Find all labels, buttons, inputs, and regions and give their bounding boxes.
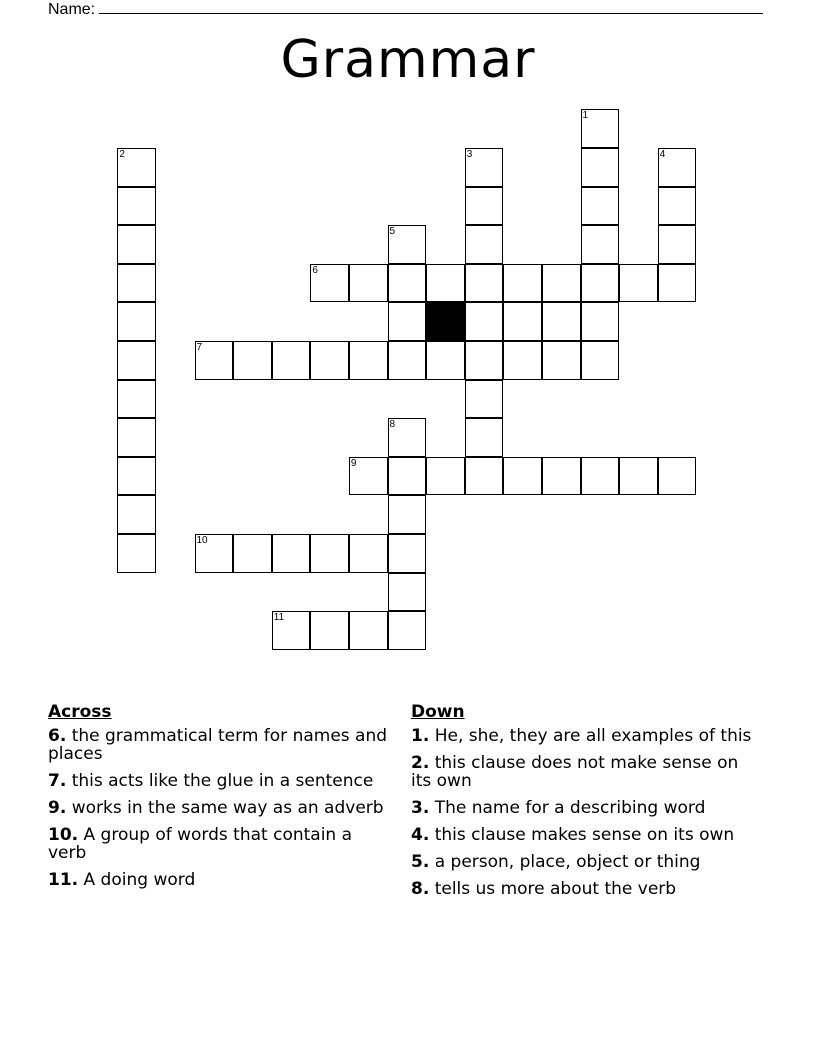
- crossword-cell[interactable]: [503, 302, 542, 341]
- down-clues: [411, 703, 756, 907]
- page-title: Grammar: [280, 30, 536, 90]
- clue-number: 5: [389, 226, 396, 238]
- crossword-cell[interactable]: [310, 534, 349, 573]
- crossword-cell[interactable]: [117, 187, 156, 226]
- clue-text: A doing word: [78, 870, 196, 890]
- clue-label-number: 1.: [411, 726, 430, 746]
- crossword-cell[interactable]: [272, 341, 311, 380]
- across-clue: [48, 826, 393, 862]
- across-clue-list: [48, 727, 393, 889]
- clue-label-number: 2.: [411, 753, 430, 773]
- down-clue: [411, 754, 756, 790]
- crossword-cell[interactable]: [503, 264, 542, 303]
- crossword-cell[interactable]: [233, 534, 272, 573]
- clue-number: 7: [196, 341, 203, 353]
- crossword-cell[interactable]: [388, 225, 427, 264]
- crossword-cell[interactable]: [542, 302, 581, 341]
- clue-label-number: 11.: [48, 870, 79, 890]
- crossword-cell[interactable]: [117, 264, 156, 303]
- crossword-cell[interactable]: [388, 341, 427, 380]
- crossword-cell[interactable]: [465, 341, 504, 380]
- crossword-cell[interactable]: [195, 534, 234, 573]
- crossword-cell[interactable]: [426, 341, 465, 380]
- crossword-cell[interactable]: [581, 225, 620, 264]
- crossword-cell[interactable]: [117, 225, 156, 264]
- across-clue: [48, 727, 393, 763]
- clue-label-number: 3.: [411, 798, 430, 818]
- crossword-block: [426, 302, 465, 341]
- crossword-cell[interactable]: [426, 457, 465, 496]
- across-clue: [48, 772, 393, 790]
- down-clue: [411, 727, 756, 745]
- crossword-cell[interactable]: [581, 264, 620, 303]
- crossword-cell[interactable]: [310, 264, 349, 303]
- clue-number: 9: [350, 457, 357, 469]
- down-clue: [411, 880, 756, 898]
- crossword-cell[interactable]: [117, 148, 156, 187]
- clue-number: 4: [659, 148, 666, 160]
- clue-text: a person, place, object or thing: [429, 852, 701, 872]
- name-label: Name:: [48, 1, 96, 18]
- crossword-cell[interactable]: [117, 302, 156, 341]
- crossword-cell[interactable]: [349, 611, 388, 650]
- crossword-cell[interactable]: [619, 264, 658, 303]
- crossword-cell[interactable]: [503, 341, 542, 380]
- crossword-cell[interactable]: [117, 495, 156, 534]
- crossword-cell[interactable]: [465, 418, 504, 457]
- across-clue: [48, 871, 393, 889]
- clue-text: this clause does not make sense on its own: [411, 753, 739, 791]
- crossword-cell[interactable]: [117, 418, 156, 457]
- crossword-cell[interactable]: [542, 264, 581, 303]
- crossword-cell[interactable]: [658, 225, 697, 264]
- down-clue-list: [411, 727, 756, 898]
- crossword-cell[interactable]: [388, 457, 427, 496]
- crossword-cell[interactable]: [658, 187, 697, 226]
- clue-text: this clause makes sense on its own: [429, 825, 735, 845]
- crossword-cell[interactable]: [349, 264, 388, 303]
- clue-text: the grammatical term for names and places: [48, 726, 388, 764]
- clue-label-number: 4.: [411, 825, 430, 845]
- clue-label-number: 10.: [48, 825, 79, 845]
- clue-number: 6: [312, 264, 318, 276]
- crossword-cell[interactable]: [310, 611, 349, 650]
- crossword-cell[interactable]: [349, 534, 388, 573]
- crossword-cell[interactable]: [503, 457, 542, 496]
- clue-text: this acts like the glue in a sentence: [66, 771, 374, 791]
- crossword-cell[interactable]: [542, 457, 581, 496]
- clue-number: 11: [273, 612, 285, 624]
- crossword-cell[interactable]: [658, 457, 697, 496]
- clue-label-number: 6.: [48, 726, 67, 746]
- crossword-cell[interactable]: [581, 187, 620, 226]
- crossword-cell[interactable]: [272, 534, 311, 573]
- crossword-cell[interactable]: [117, 380, 156, 419]
- clue-text: The name for a describing word: [429, 798, 706, 818]
- crossword-cell[interactable]: [619, 457, 658, 496]
- clue-number: 2: [119, 148, 125, 160]
- crossword-cell[interactable]: [581, 148, 620, 187]
- down-heading: Down: [411, 702, 465, 722]
- crossword-cell[interactable]: [388, 495, 427, 534]
- crossword-cell[interactable]: [233, 341, 272, 380]
- across-clue: [48, 799, 393, 817]
- clue-label-number: 7.: [48, 771, 67, 791]
- crossword-cell[interactable]: [542, 341, 581, 380]
- crossword-cell[interactable]: [388, 264, 427, 303]
- crossword-cell[interactable]: [310, 341, 349, 380]
- crossword-cell[interactable]: [349, 457, 388, 496]
- crossword-cell[interactable]: [117, 341, 156, 380]
- across-clues: [48, 703, 393, 898]
- crossword-cell[interactable]: [658, 264, 697, 303]
- clue-label-number: 5.: [411, 852, 430, 872]
- clue-number: 1: [582, 110, 589, 122]
- crossword-cell[interactable]: [581, 341, 620, 380]
- crossword-cell[interactable]: [465, 302, 504, 341]
- down-clue: [411, 826, 756, 844]
- crossword-cell[interactable]: [465, 148, 504, 187]
- clue-label-number: 9.: [48, 798, 67, 818]
- clue-number: 8: [389, 419, 396, 431]
- clue-label-number: 8.: [411, 879, 430, 899]
- crossword-cell[interactable]: [658, 148, 697, 187]
- crossword-cell[interactable]: [388, 418, 427, 457]
- crossword-cell[interactable]: [388, 611, 427, 650]
- clue-text: A group of words that contain a verb: [48, 825, 353, 863]
- across-heading: Across: [48, 702, 112, 722]
- clue-number: 3: [466, 148, 473, 160]
- crossword-cell[interactable]: [465, 264, 504, 303]
- down-clue: [411, 853, 756, 871]
- crossword-cell[interactable]: [195, 341, 234, 380]
- crossword-cell[interactable]: [581, 109, 620, 148]
- crossword-cell[interactable]: [581, 457, 620, 496]
- clue-text: works in the same way as an adverb: [66, 798, 384, 818]
- crossword-cell[interactable]: [465, 457, 504, 496]
- crossword-cell[interactable]: [272, 611, 311, 650]
- clue-text: He, she, they are all examples of this: [429, 726, 752, 746]
- clue-number: 10: [196, 534, 208, 546]
- crossword-cell[interactable]: [388, 302, 427, 341]
- clue-text: tells us more about the verb: [429, 879, 677, 899]
- crossword-cell[interactable]: [117, 534, 156, 573]
- down-clue: [411, 799, 756, 817]
- crossword-cell[interactable]: [388, 534, 427, 573]
- crossword-cell[interactable]: [465, 225, 504, 264]
- crossword-cell[interactable]: [388, 573, 427, 612]
- crossword-cell[interactable]: [117, 457, 156, 496]
- crossword-cell[interactable]: [465, 187, 504, 226]
- crossword-cell[interactable]: [581, 302, 620, 341]
- crossword-cell[interactable]: [426, 264, 465, 303]
- crossword-cell[interactable]: [349, 341, 388, 380]
- crossword-cell[interactable]: [465, 380, 504, 419]
